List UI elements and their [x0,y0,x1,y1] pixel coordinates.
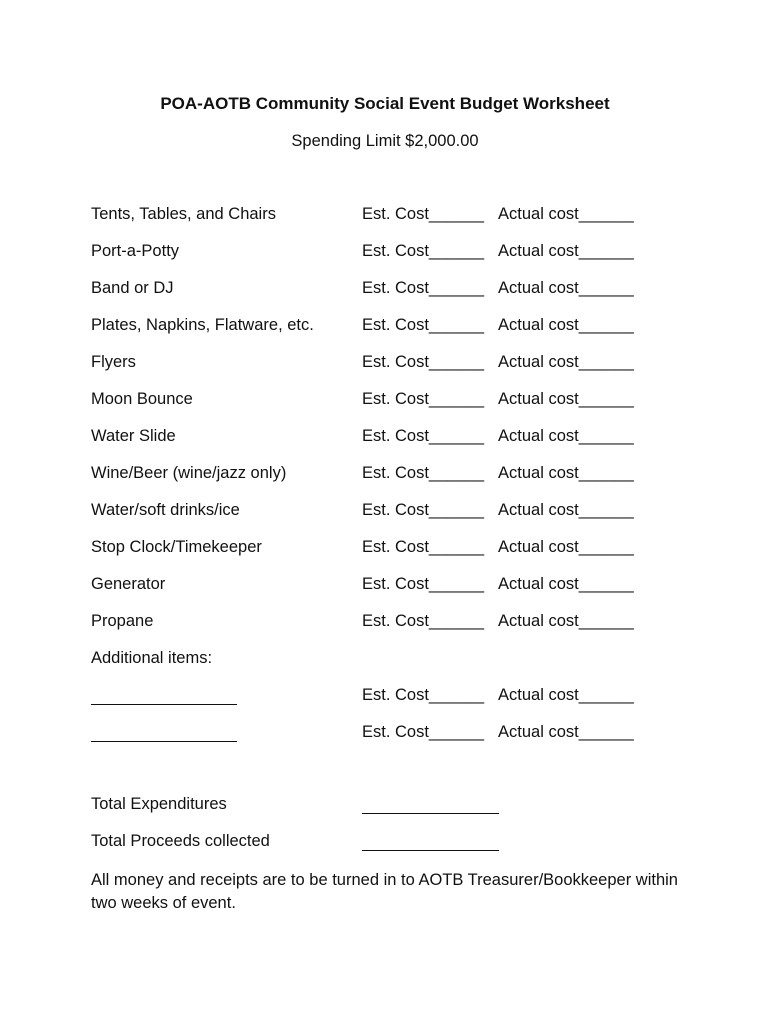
item-label: Port-a-Potty [91,242,180,260]
est-cost-field: Est. Cost______ [362,501,484,519]
additional-items-heading: Additional items: [91,649,213,667]
item-label: Band or DJ [91,279,174,297]
actual-cost-field: Actual cost______ [498,205,634,223]
actual-cost-field: Actual cost______ [498,723,634,741]
est-cost-field: Est. Cost______ [362,427,484,445]
total-proceeds-line [362,832,499,851]
est-cost-field: Est. Cost______ [362,316,484,334]
item-label: Wine/Beer (wine/jazz only) [91,464,287,482]
item-label: Moon Bounce [91,390,193,408]
est-cost-field: Est. Cost______ [362,538,484,556]
budget-row [91,538,711,575]
est-cost-field: Est. Cost______ [362,279,484,297]
est-cost-field: Est. Cost______ [362,464,484,482]
totals-section [91,795,711,869]
instructions-note: All money and receipts are to be turned in to AOTB Treasurer/Bookkeeper within two weeks of event. [91,871,678,912]
est-cost-field: Est. Cost______ [362,686,484,704]
total-expenditures-label: Total Expenditures [91,795,227,813]
actual-cost-field: Actual cost______ [498,686,634,704]
budget-row [91,575,711,612]
est-cost-field: Est. Cost______ [362,353,484,371]
actual-cost-field: Actual cost______ [498,464,634,482]
total-proceeds-label: Total Proceeds collected [91,832,270,850]
total-row [91,795,711,832]
item-label: Tents, Tables, and Chairs [91,205,276,223]
actual-cost-field: Actual cost______ [498,538,634,556]
spending-limit: Spending Limit $2,000.00 [291,132,479,150]
item-label: Water Slide [91,427,176,445]
actual-cost-field: Actual cost______ [498,242,634,260]
est-cost-field: Est. Cost______ [362,205,484,223]
est-cost-field: Est. Cost______ [362,612,484,630]
budget-row [91,205,711,242]
est-cost-field: Est. Cost______ [362,723,484,741]
blank-item-line [91,723,237,747]
budget-row [91,501,711,538]
item-label: Stop Clock/Timekeeper [91,538,262,556]
total-row [91,832,711,869]
actual-cost-field: Actual cost______ [498,575,634,593]
item-label: Plates, Napkins, Flatware, etc. [91,316,314,334]
budget-row [91,353,711,390]
budget-row [91,612,711,649]
item-label: Propane [91,612,154,630]
actual-cost-field: Actual cost______ [498,390,634,408]
actual-cost-field: Actual cost______ [498,501,634,519]
additional-row [91,723,711,760]
actual-cost-field: Actual cost______ [498,316,634,334]
actual-cost-field: Actual cost______ [498,427,634,445]
item-label: Generator [91,575,166,593]
budget-items [91,205,711,760]
page-title: POA-AOTB Community Social Event Budget Worksheet [160,94,610,113]
budget-row [91,464,711,501]
actual-cost-field: Actual cost______ [498,279,634,297]
budget-row [91,279,711,316]
budget-row [91,316,711,353]
additional-row [91,686,711,723]
actual-cost-field: Actual cost______ [498,612,634,630]
est-cost-field: Est. Cost______ [362,575,484,593]
budget-row [91,390,711,427]
item-label: Water/soft drinks/ice [91,501,240,519]
item-label: Flyers [91,353,136,371]
actual-cost-field: Actual cost______ [498,353,634,371]
budget-row [91,427,711,464]
est-cost-field: Est. Cost______ [362,390,484,408]
total-expenditures-line [362,795,499,814]
budget-row [91,242,711,279]
blank-item-line [91,686,237,710]
est-cost-field: Est. Cost______ [362,242,484,260]
